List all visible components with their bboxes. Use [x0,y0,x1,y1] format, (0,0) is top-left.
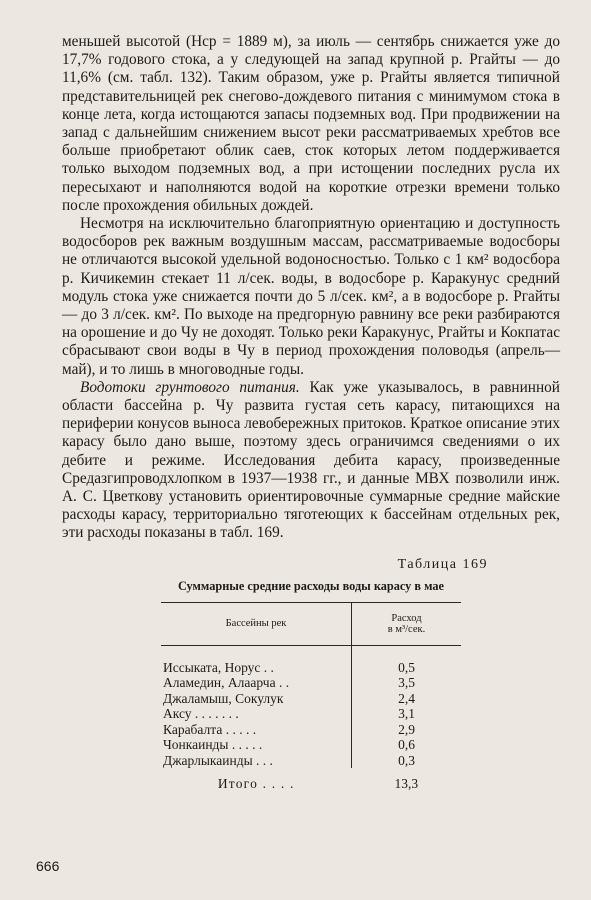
header-flow-line1: Расход [391,612,422,624]
total-value: 13,3 [394,776,419,792]
table-title: Суммарные средние расходы воды карасу в мае [177,578,444,593]
flow-cell: 2,9 [398,721,415,737]
basin-cell: Джарлыкаинды . . . [161,753,352,769]
header-flow [352,602,462,645]
basin-cell: Аламедин, Алаарча . . [161,675,352,691]
table-number: Таблица 169 [397,556,488,572]
paragraph-2: Несмотря на исключительно благоприятную ориентацию и доступность водосборов рек важным воздушным массам, рассматриваемые водосборы не отличаются высокой удельной водоносностью. Только с 1 км² водосбора р. Кичикемин стекает 11 л/сек. воды, в водосборе р. Каракунус средний модуль стока уже снижается почти до 5 л/сек. км², а в водосборе р. Ргайты — до 3 л/сек. км². По выходе на предгорную равнину все реки разбираются на орошение и до Чу не доходят. Только реки Каракунус, Ргайты и Кокпатас сбрасывают свои воды в Чу в период прохождения половодья (апрель—май), и то лишь в многоводные годы. [62,215,560,378]
total-label: Итого . . . . [217,776,295,792]
basin-cell: Чонкаинды . . . . . [161,737,352,753]
paragraph-3-text: Как уже указывалось, в равнинной области бассейна р. Чу развита густая сеть карасу, питающихся на периферии конусов выноса левобережных притоков. Краткое описание этих карасу было дано выше, поэтому здесь ограничимся сведениями о их дебите и режиме. Исследования дебита карасу, произведенные Средазгипроводхлопком в 1937—1938 гг., и данные МВХ позволили инж. А. С. Цветкову установить ориентировочные суммарные средние майские расходы карасу, территориально тяготеющих к бассейнам отдельных рек, эти расходы показаны в табл. 169. [62,378,561,542]
page-content [62,33,560,792]
section-heading-italic: Водотоки грунтового питания. [80,378,300,396]
table-row [161,675,461,691]
page-number: 666 [36,858,60,874]
table-row [161,645,461,675]
paragraph-3 [62,379,560,543]
table-row [161,722,461,738]
table-row [161,737,461,753]
flow-cell: 0,6 [398,737,415,753]
flow-cell: 0,3 [398,752,415,768]
table-row [161,706,461,722]
flow-cell: 2,4 [398,690,415,706]
basin-cell: Аксу . . . . . . . [161,706,352,722]
flow-cell: 3,5 [398,675,415,691]
paragraph-1: меньшей высотой (Hср = 1889 м), за июль — сентябрь снижается уже до 17,7% годового стока, а у следующей на запад крупной р. Ргайты — до 11,6% (см. табл. 132). Таким образом, уже р. Ргайты является типичной представительницей рек снегово-дождевого питания с минимумом стока в конце лета, когда истощаются запасы подземных вод. При продвижении на запад с дальнейшим снижением высот реки рассматриваемых хребтов все больше приобретают облик саев, сток которых летом поддерживается только выходом подземных вод, а при истощении последних русла их пересыхают и наполняются водой на короткие отрезки времени только после прохождения обильных дождей. [62,33,560,214]
flow-cell: 0,5 [398,659,415,675]
table-row [161,753,461,769]
table-total-row [161,768,461,792]
flow-table [161,602,461,792]
basin-cell: Иссыката, Норус . . [161,645,352,675]
header-basin: Бассейны рек [161,602,352,645]
header-flow-line2: в м³/сек. [387,623,426,635]
basin-cell: Карабалта . . . . . [161,722,352,738]
basin-cell: Джаламыш, Сокулук [161,691,352,707]
table-row [161,691,461,707]
flow-cell: 3,1 [398,706,415,722]
